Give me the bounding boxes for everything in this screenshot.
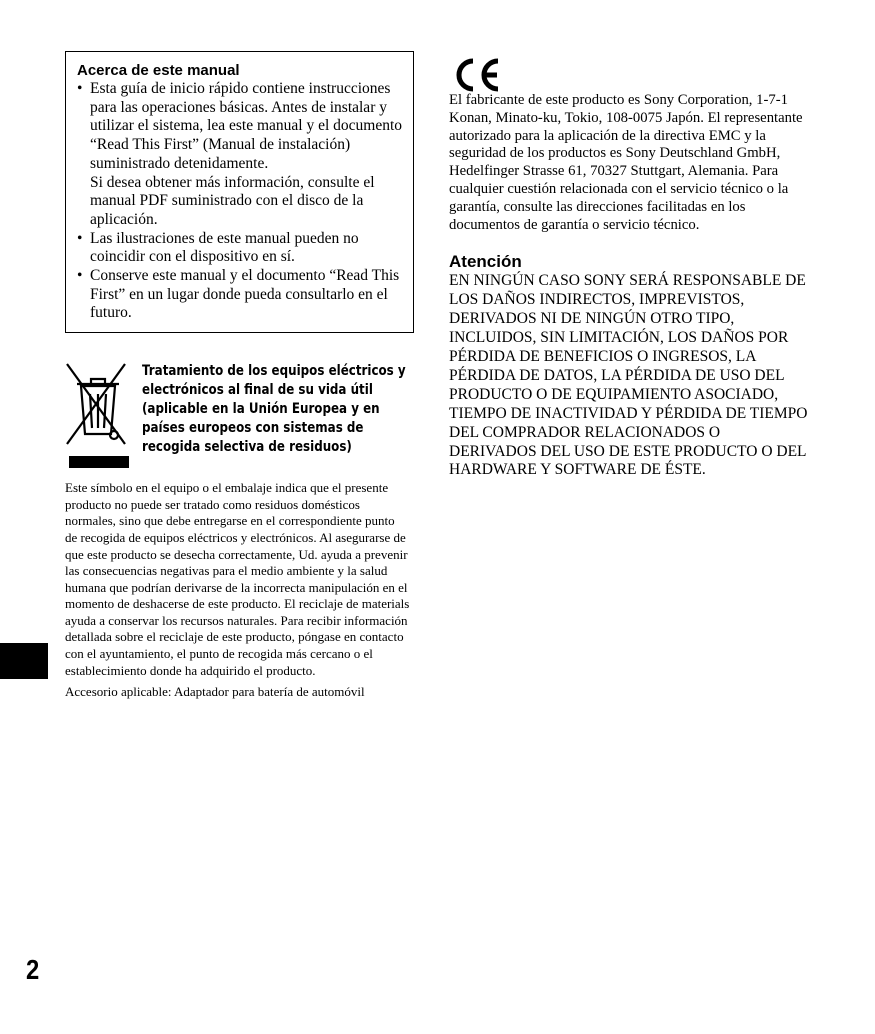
weee-body-text: Este símbolo en el equipo o el embalaje indica que el presente producto no puede ser tratado como residuos domésticos normales, sino que debe entregarse en el correspondiente punto de recogida de equipos eléctricos y electrónicos. Al asegurarse de que este producto se desecha correctamente, Ud. ayuda a prevenir las consecuencias negativas para el medio ambiente y la salud humana que podrían derivarse de la incorrecta manipulación en el momento de deshacerse de este producto. El reciclaje de materials ayuda a conservar los recursos naturales. Para recibir información detallada sobre el reciclaje de este producto, póngase en contacto con el ayuntamiento, el punto de recogida más cercano o el establecimiento donde ha adquirido el producto. [65, 480, 410, 678]
bullet-symbol: • [77, 80, 83, 97]
right-column [449, 56, 809, 480]
weee-section-header [65, 362, 414, 478]
ce-mark-icon [451, 56, 503, 94]
warning-title: Atención [449, 252, 522, 272]
about-manual-box [65, 51, 414, 333]
bullet-symbol: • [77, 267, 83, 285]
crossed-out-wheelie-bin-icon [65, 362, 133, 470]
list-item-extra-text: Si desea obtener más información, consulte el manual PDF suministrado con el disco de la aplicación. [90, 173, 375, 228]
page-number: 2 [26, 954, 40, 985]
list-item-text: Conserve este manual y el documento “Read This First” en un lugar donde pueda consultarlo en el futuro. [90, 267, 400, 322]
list-item-text: Esta guía de inicio rápido contiene instrucciones para las operaciones básicas. Antes de instalar y utilizar el sistema, lea este manual y el documento “Read This First” (Manual de instalación) suministrado detenidamente. [90, 80, 403, 172]
list-item-text: Las ilustraciones de este manual pueden no coincidir con el dispositivo en sí. [90, 229, 359, 266]
manufacturer-text: El fabricante de este producto es Sony Corporation, 1-7-1 Konan, Minato-ku, Tokio, 108-0075 Japón. El representante autorizado para la aplicación de la directiva EMC y la seguridad de los productos es Sony Deutschland GmbH, Hedelfinger Strasse 61, 70327 Stuttgart, Alemania. Para cualquier cuestión relacionada con el servicio técnico o la garantía, consulte las direcciones facilitadas en los documentos de garantía o servicio técnico. [449, 92, 803, 233]
left-column [65, 51, 414, 701]
warning-body-text: EN NINGÚN CASO SONY SERÁ RESPONSABLE DE LOS DAÑOS INDIRECTOS, IMPREVISTOS, DERIVADOS NI DE NINGÚN OTRO TIPO, INCLUIDOS, SIN LIMITACIÓN, LOS DAÑOS POR PÉRDIDA DE BENEFICIOS O INGRESOS, LA PÉRDIDA DE DATOS, LA PÉRDIDA DE USO DEL PRODUCTO O DE EQUIPAMIENTO ASOCIADO, TIEMPO DE INACTIVIDAD Y PÉRDIDA DE TIEMPO DEL COMPRADOR RELACIONADOS O DERIVADOS DEL USO DE ESTE PRODUCTO O DEL HARDWARE Y SOFTWARE DE ÉSTE. [449, 272, 808, 479]
about-manual-title: Acerca de este manual [77, 62, 240, 79]
section-tab-marker [0, 643, 48, 679]
list-item [77, 80, 403, 230]
list-item [77, 230, 403, 267]
bullet-symbol: • [77, 229, 83, 247]
accessory-text: Accesorio aplicable: Adaptador para batería de automóvil [65, 684, 365, 700]
list-item [77, 267, 403, 323]
about-manual-list [77, 80, 403, 323]
weee-title: Tratamiento de los equipos eléctricos y electrónicos al final de su vida útil (aplicable en la Unión Europea y en países europeos con sistemas de recogida selectiva de residuos) [142, 363, 406, 456]
